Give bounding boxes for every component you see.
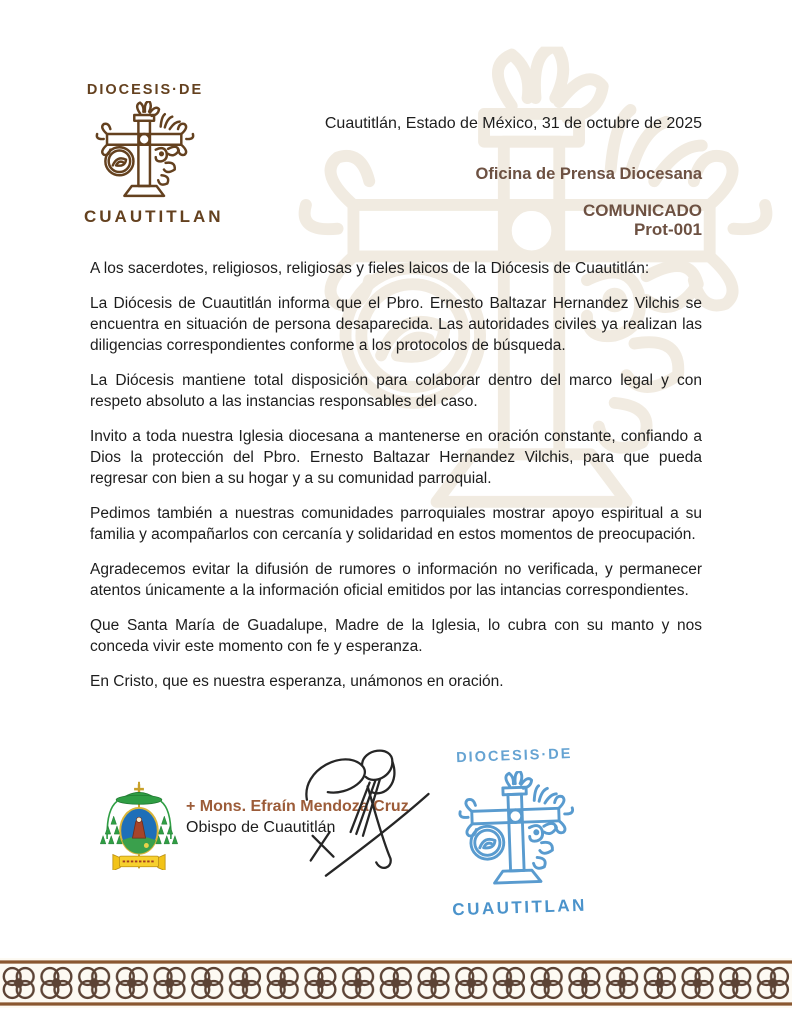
letter-heading	[325, 113, 702, 239]
ornamental-border	[0, 958, 792, 1008]
paragraph-6: Que Santa María de Guadalupe, Madre de la Iglesia, lo cubra con su manto y nos conceda vivir este momento con fe y esperanza.	[90, 617, 702, 655]
office-line: Oficina de Prensa Diocesana	[475, 165, 702, 183]
bishop-title: Obispo de Cuautitlán	[186, 819, 336, 836]
stamp-text-top: DIOCESIS·DE	[455, 746, 573, 767]
date-line: Cuautitlán, Estado de México, 31 de octubre de 2025	[324, 115, 702, 132]
paragraph-7: En Cristo, que es nuestra esperanza, unámonos en oración.	[90, 673, 504, 690]
stamp-emblem-icon	[457, 766, 577, 898]
stamp-text-bottom: CUAUTITLAN	[452, 895, 588, 920]
logo-text-bottom: CUAUTITLAN	[84, 207, 224, 226]
paragraph-5: Agradecemos evitar la difusión de rumores o información no verificada, y permanecer atentos únicamente a la información oficial emitidos por las intancias correspondientes.	[90, 561, 702, 599]
diocese-emblem-icon	[95, 101, 195, 205]
diocese-stamp	[443, 746, 591, 921]
diocese-logo	[84, 82, 224, 227]
paragraph-3: Invito a toda nuestra Iglesia diocesana a mantenerse en oración constante, confiando a Dios la protección del Pbro. Ernesto Baltazar Hernandez Vilchis, para que pueda regresar con bien a su hogar y a su comunidad parroquial.	[90, 428, 702, 487]
paragraph-1: La Diócesis de Cuautitlán informa que el Pbro. Ernesto Baltazar Hernandez Vilchis se encuentra en situación de persona desaparecida. Las autoridades civiles ya realizan las diligencias correspondientes conforme a los protocolos de búsqueda.	[90, 295, 702, 354]
paragraph-4: Pedimos también a nuestras comunidades parroquiales mostrar apoyo espiritual a su familia y acompañarlos con cercanía y solidaridad en estos momentos de preocupación.	[90, 505, 702, 543]
bishop-coat-of-arms	[90, 772, 188, 870]
handwritten-signature	[286, 736, 438, 890]
salutation: A los sacerdotes, religiosos, religiosas y fieles laicos de la Diócesis de Cuautitlán:	[90, 260, 650, 277]
bishop-name: + Mons. Efraín Mendoza Cruz	[186, 798, 409, 815]
paragraph-2: La Diócesis mantiene total disposición para colaborar dentro del marco legal y con respeto absoluto a las instancias responsables del caso.	[90, 372, 702, 410]
communique-title: COMUNICADO	[583, 201, 702, 220]
logo-text-top: DIOCESIS·DE	[86, 82, 204, 98]
letter-body	[90, 258, 702, 706]
protocol-number: Prot-001	[633, 220, 702, 239]
